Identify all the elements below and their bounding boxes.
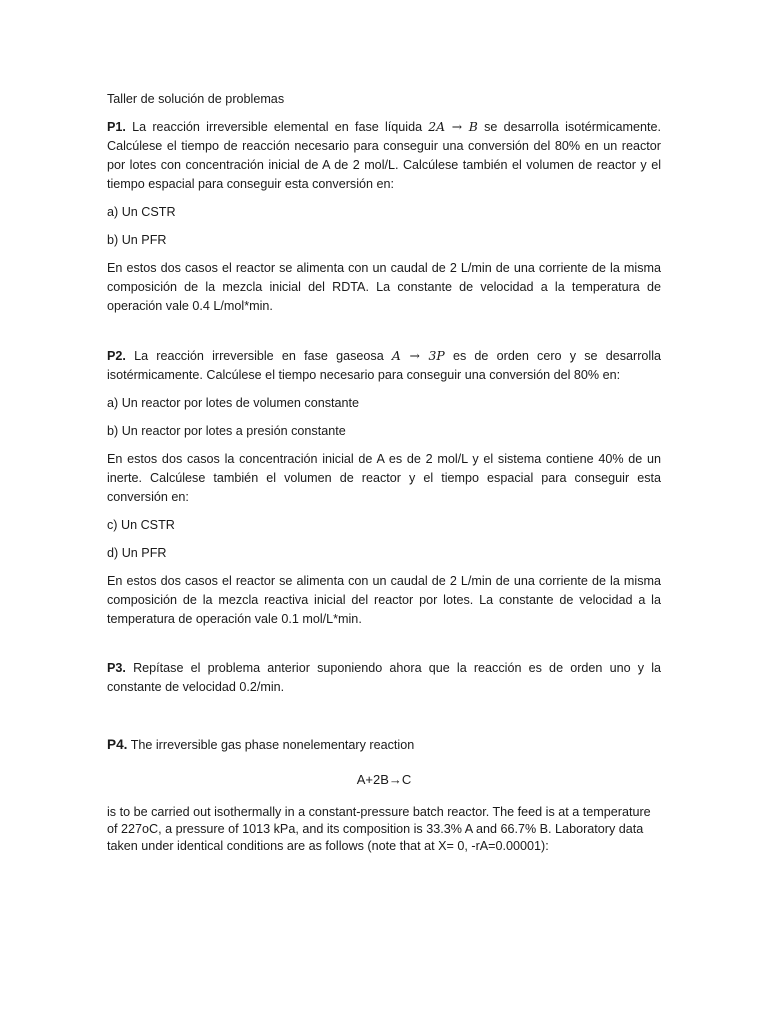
p1-option-b: b) Un PFR: [107, 233, 167, 247]
p4-equation: A+2B→C: [356, 772, 412, 787]
p4-intro: The irreversible gas phase nonelementary reaction: [130, 738, 415, 752]
p1-text-a: La reacción irreversible elemental en fase líquida: [132, 120, 423, 134]
p1-closing: En estos dos casos el reactor se alimenta con un caudal de 2 L/min de una corriente de la misma composición de la mezcla inicial del RDTA. La constante de velocidad a la temperatura de operación vale 0.4 L/mol*min.: [107, 261, 661, 313]
p3-label: P3.: [107, 661, 126, 675]
p2-option-d: d) Un PFR: [107, 546, 167, 560]
p4-label: P4.: [107, 737, 128, 752]
p2-statement: [107, 346, 661, 385]
p2-option-b: b) Un reactor por lotes a presión constante: [107, 424, 346, 438]
p3-text: Repítase el problema anterior suponiendo ahora que la reacción es de orden uno y la constante de velocidad 0.2/min.: [107, 661, 662, 694]
p2-option-c: c) Un CSTR: [107, 518, 175, 532]
p4-text: is to be carried out isothermally in a constant-pressure batch reactor. The feed is at a temperature of 227oC, a pressure of 1013 kPa, and its composition is 33.3% A and 66.7% B. Laboratory data taken under identical conditions are as follows (note that at X= 0, -rA=0.00001):: [107, 805, 651, 853]
p2-text-b: es de orden cero y se desarrolla isotérmicamente. Calcúlese el tiempo necesario para conseguir una conversión del 80% en:: [107, 349, 662, 382]
p1-text-b: se desarrolla isotérmicamente. Calcúlese el tiempo de reacción necesario para conseguir una conversión del 80% en un reactor por lotes con concentración inicial de A de 2 mol/L. Calcúlese también el volumen de reactor y el tiempo espacial para conseguir esta conversión en:: [107, 120, 662, 191]
p3-statement: [107, 659, 661, 697]
p4-statement: [107, 735, 661, 755]
p2-closing: En estos dos casos el reactor se alimenta con un caudal de 2 L/min de una corriente de la misma composición de la mezcla reactiva inicial del reactor por lotes. La constante de velocidad a la temperatura de operación vale 0.1 mol/L*min.: [107, 574, 661, 626]
p1-option-a: a) Un CSTR: [107, 205, 176, 219]
document-body: [107, 90, 661, 855]
p2-label: P2.: [107, 349, 126, 363]
document-title: Taller de solución de problemas: [107, 92, 285, 106]
p2-middle: En estos dos casos la concentración inicial de A es de 2 mol/L y el sistema contiene 40% de un inerte. Calcúlese también el volumen de reactor y el tiempo espacial para conseguir esta conversión en:: [107, 452, 661, 504]
p2-option-a: a) Un reactor por lotes de volumen constante: [107, 396, 360, 410]
p2-equation: A → 3P: [391, 348, 445, 363]
p2-text-a: La reacción irreversible en fase gaseosa: [134, 349, 384, 363]
p1-statement: [107, 117, 661, 194]
p1-label: P1.: [107, 120, 126, 134]
p1-equation: 2A → B: [428, 119, 478, 134]
